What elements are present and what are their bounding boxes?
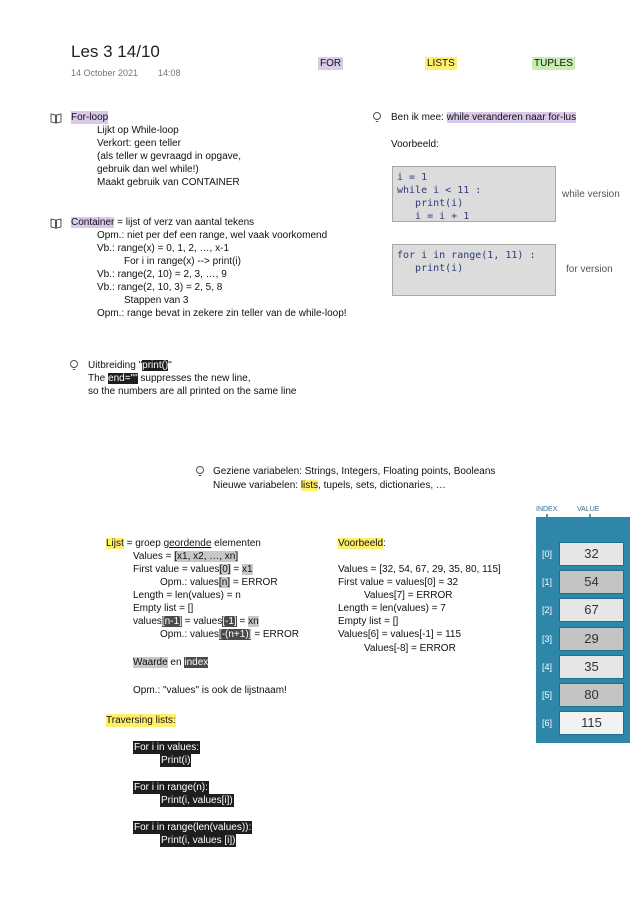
container-term: Container [71, 217, 115, 228]
neg-pre: values [133, 616, 162, 627]
container-line: Opm.: niet per def een range, wel vaak voorkomend [97, 230, 328, 241]
uitbreiding-suffix: " [168, 360, 172, 371]
lijst-opm3: Opm.: "values" is ook de lijstnaam! [133, 685, 287, 696]
print-code: print() [142, 360, 169, 371]
voorbeeld-line: Values[-8] = ERROR [364, 643, 456, 654]
voorbeeld-line: Length = len(values) = 7 [338, 603, 446, 614]
container-definition [71, 216, 254, 229]
voorbeeld-line: Values = [32, 54, 67, 29, 35, 80, 115] [338, 564, 501, 575]
book-icon [50, 217, 62, 229]
forloop-line: Verkort: geen teller [97, 138, 181, 149]
opm1-idx: [n] [218, 577, 231, 588]
page-date: 14 October 2021 [71, 68, 139, 78]
array-row [536, 570, 630, 594]
variables-lists: lists [300, 480, 319, 491]
opm1-post: = ERROR [230, 577, 278, 588]
benikmee-line [391, 111, 576, 124]
array-value: 54 [559, 570, 624, 594]
value-header: VALUE [577, 506, 600, 513]
voorbeeld-line: Values[6] = values[-1] = 115 [338, 629, 462, 640]
array-value: 35 [559, 655, 624, 679]
lightbulb-icon [371, 111, 383, 123]
first-eq: = [230, 564, 242, 575]
uitbreiding-line [88, 359, 172, 372]
lijst-opm2 [160, 628, 299, 641]
forloop-line: gebruik dan wel while!) [97, 164, 199, 175]
container-line: Stappen van 3 [124, 295, 189, 306]
neg-idx1: [n-1] [161, 616, 182, 627]
lijst-opm1 [160, 576, 278, 589]
array-row [536, 683, 630, 707]
line2-pre: The [88, 373, 109, 384]
first-val: x1 [241, 564, 253, 575]
uitbreiding-line3: so the numbers are all printed on the same line [88, 386, 297, 397]
code-line: for i in range(1, 11) : [397, 250, 536, 261]
voorbeeld-heading-line [338, 537, 386, 550]
tag-lists: LISTS [427, 58, 455, 69]
line2-post: suppresses the new line, [137, 373, 251, 384]
variables-line2 [213, 479, 446, 492]
voorbeeld-colon: : [383, 538, 386, 549]
traversing-code: Print(i, values [i]) [161, 835, 236, 846]
tag-tuples: TUPLES [534, 58, 573, 69]
array-value: 32 [559, 542, 624, 566]
array-row [536, 655, 630, 679]
lijst-def-underline: geordende [163, 538, 212, 549]
traversing-code: Print(i) [161, 755, 191, 766]
variables-line1: Geziene variabelen: Strings, Integers, Floating points, Booleans [213, 466, 496, 477]
code-line: i = 1 [397, 172, 428, 183]
voorbeeld-line: Values[7] = ERROR [364, 590, 453, 601]
lijst-term: Lijst [106, 538, 124, 549]
container-line: Vb.: range(2, 10, 3) = 2, 5, 8 [97, 282, 223, 293]
voorbeeld-heading: Voorbeeld [338, 538, 384, 549]
traversing-code: For i in range(len(values)): [134, 822, 252, 833]
traversing-code: Print(i, values[i]) [161, 795, 233, 806]
array-index: [6] [541, 718, 552, 728]
uitbreiding-prefix: Uitbreiding " [88, 360, 143, 371]
array-value: 115 [559, 711, 624, 735]
while-version-label: while version [557, 187, 625, 202]
container-def-text: = lijst of verz van aantal tekens [114, 217, 255, 228]
array-value: 29 [559, 627, 624, 651]
array-row [536, 627, 630, 651]
traversing-heading: Traversing lists: [106, 715, 176, 726]
uitbreiding-line2 [88, 372, 250, 385]
variables-pre: Nieuwe variabelen: [213, 480, 301, 491]
tag-for: FOR [320, 58, 342, 69]
index-header: INDEX [536, 506, 558, 513]
code-line: i = i + 1 [397, 211, 470, 222]
neg-mid: = values [181, 616, 223, 627]
end-code: end="" [108, 373, 138, 384]
lightbulb-icon [68, 359, 80, 371]
array-value: 80 [559, 683, 624, 707]
lijst-values [133, 550, 238, 563]
benikmee-prefix: Ben ik mee: [391, 112, 447, 123]
lijst-def-post: elementen [211, 538, 261, 549]
code-line: print(i) [397, 263, 464, 274]
opm1-pre: Opm.: values [160, 577, 219, 588]
for-version-label: for version [561, 262, 618, 277]
array-diagram [536, 517, 630, 743]
variables-post: , tupels, sets, dictionaries, … [318, 480, 446, 491]
array-index: [4] [541, 662, 552, 672]
code-line: print(i) [397, 198, 464, 209]
array-value: 67 [559, 598, 624, 622]
first-pre: First value = values [133, 564, 220, 575]
waarde-index-line [133, 656, 208, 669]
array-index: [0] [541, 549, 552, 559]
lijst-definition [106, 537, 261, 550]
container-line: Vb.: range(2, 10) = 2, 3, …, 9 [97, 269, 227, 280]
forloop-line: Maakt gebruik van CONTAINER [97, 177, 240, 188]
opm2-post: = ERROR [251, 629, 299, 640]
lightbulb-icon [194, 465, 206, 477]
lijst-negative [133, 615, 259, 628]
lijst-def-pre: = groep [123, 538, 164, 549]
forloop-heading: For-loop [71, 112, 109, 123]
traversing-code: For i in range(n): [134, 782, 208, 793]
while-code-block [392, 166, 556, 222]
array-index: [5] [541, 690, 552, 700]
book-icon [50, 112, 62, 124]
index-label: index [184, 657, 209, 668]
values-pre: Values = [133, 551, 175, 562]
opm2-idx: [-(n+1)] [218, 629, 252, 640]
array-index: [3] [541, 634, 552, 644]
neg-val: xn [248, 616, 259, 627]
first-idx: [0] [219, 564, 231, 575]
traversing-code: For i in values: [134, 742, 200, 753]
page-title: Les 3 14/10 [71, 42, 160, 61]
container-line: For i in range(x) --> print(i) [124, 256, 241, 267]
opm2-pre: Opm.: values [160, 629, 219, 640]
container-line: Vb.: range(x) = 0, 1, 2, …, x-1 [97, 243, 230, 254]
container-line: Opm.: range bevat in zekere zin teller van de while-loop! [97, 308, 347, 319]
code-line: while i < 11 : [397, 185, 482, 196]
array-row [536, 711, 630, 735]
voorbeeld-line: Empty list = [] [338, 616, 399, 627]
page-time: 14:08 [158, 68, 181, 78]
neg-eq: = [236, 616, 249, 627]
array-row [536, 542, 630, 566]
forloop-line: Lijkt op While-loop [97, 125, 179, 136]
example-label: Voorbeeld: [391, 139, 439, 150]
array-index: [1] [541, 577, 552, 587]
values-hl: [x1, x2, …, xn] [174, 551, 239, 562]
lijst-empty: Empty list = [] [133, 603, 194, 614]
forloop-line: (als teller w gevraagd in opgave, [97, 151, 241, 162]
en-text: en [167, 657, 185, 668]
neg-idx2: [-1] [222, 616, 237, 627]
array-index: [2] [541, 605, 552, 615]
waarde-label: Waarde [133, 657, 168, 668]
lijst-first [133, 563, 253, 576]
for-code-block [392, 244, 556, 296]
voorbeeld-line: First value = values[0] = 32 [338, 577, 459, 588]
array-row [536, 598, 630, 622]
lijst-length: Length = len(values) = n [133, 590, 241, 601]
benikmee-highlight: while veranderen naar for-lus [446, 112, 577, 123]
